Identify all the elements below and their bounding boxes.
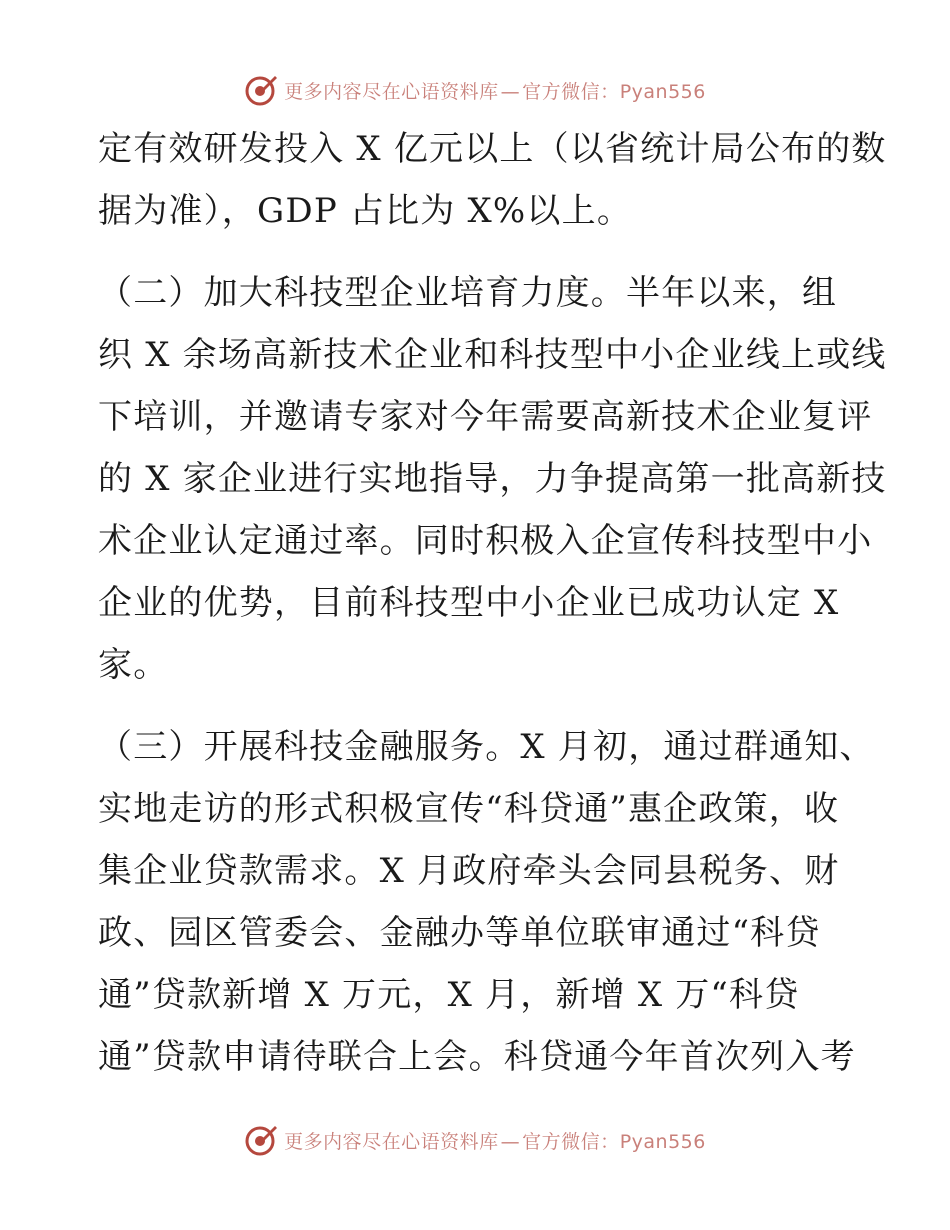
paragraph-2 bbox=[98, 262, 887, 696]
text-line: 政、园区管委会、金融办等单位联审通过“科贷 bbox=[98, 913, 821, 953]
text-line: 下培训，并邀请专家对今年需要高新技术企业复评 bbox=[98, 397, 873, 437]
text-line: 织 X 余场高新技术企业和科技型中小企业线上或线 bbox=[98, 335, 887, 375]
text-line: 通”贷款申请待联合上会。科贷通今年首次列入考 bbox=[98, 1037, 856, 1077]
text-line: 通”贷款新增 X 万元，X 月，新增 X 万“科贷 bbox=[98, 975, 800, 1015]
text-line: 家。 bbox=[98, 645, 169, 685]
text-line: 的 X 家企业进行实地指导，力争提高第一批高新技 bbox=[98, 459, 887, 499]
watermark-footer bbox=[0, 1120, 950, 1160]
text-line: 集企业贷款需求。X 月政府牵头会同县税务、财 bbox=[98, 851, 840, 891]
pen-logo-icon bbox=[244, 1123, 278, 1157]
body-text bbox=[98, 118, 887, 1088]
text-line: 企业的优势，目前科技型中小企业已成功认定 X bbox=[98, 583, 840, 623]
text-line: （三）开展科技金融服务。X 月初，通过群通知、 bbox=[98, 727, 875, 767]
text-line: 定有效研发投入 X 亿元以上（以省统计局公布的数 bbox=[98, 129, 887, 169]
text-line: 术企业认定通过率。同时积极入企宣传科技型中小 bbox=[98, 521, 873, 561]
text-line: （二）加大科技型企业培育力度。半年以来，组 bbox=[98, 273, 838, 313]
paragraph-1 bbox=[98, 118, 887, 242]
watermark-text: 更多内容尽在心语资料库 — 官方微信：Pyan556 bbox=[284, 1130, 706, 1153]
paragraph-3 bbox=[98, 716, 875, 1088]
pen-logo-icon bbox=[244, 73, 278, 107]
text-line: 据为准），GDP 占比为 X%以上。 bbox=[98, 191, 633, 231]
watermark-text: 更多内容尽在心语资料库 — 官方微信：Pyan556 bbox=[284, 80, 706, 103]
watermark-header bbox=[0, 70, 950, 110]
text-line: 实地走访的形式积极宣传“科贷通”惠企政策，收 bbox=[98, 789, 840, 829]
